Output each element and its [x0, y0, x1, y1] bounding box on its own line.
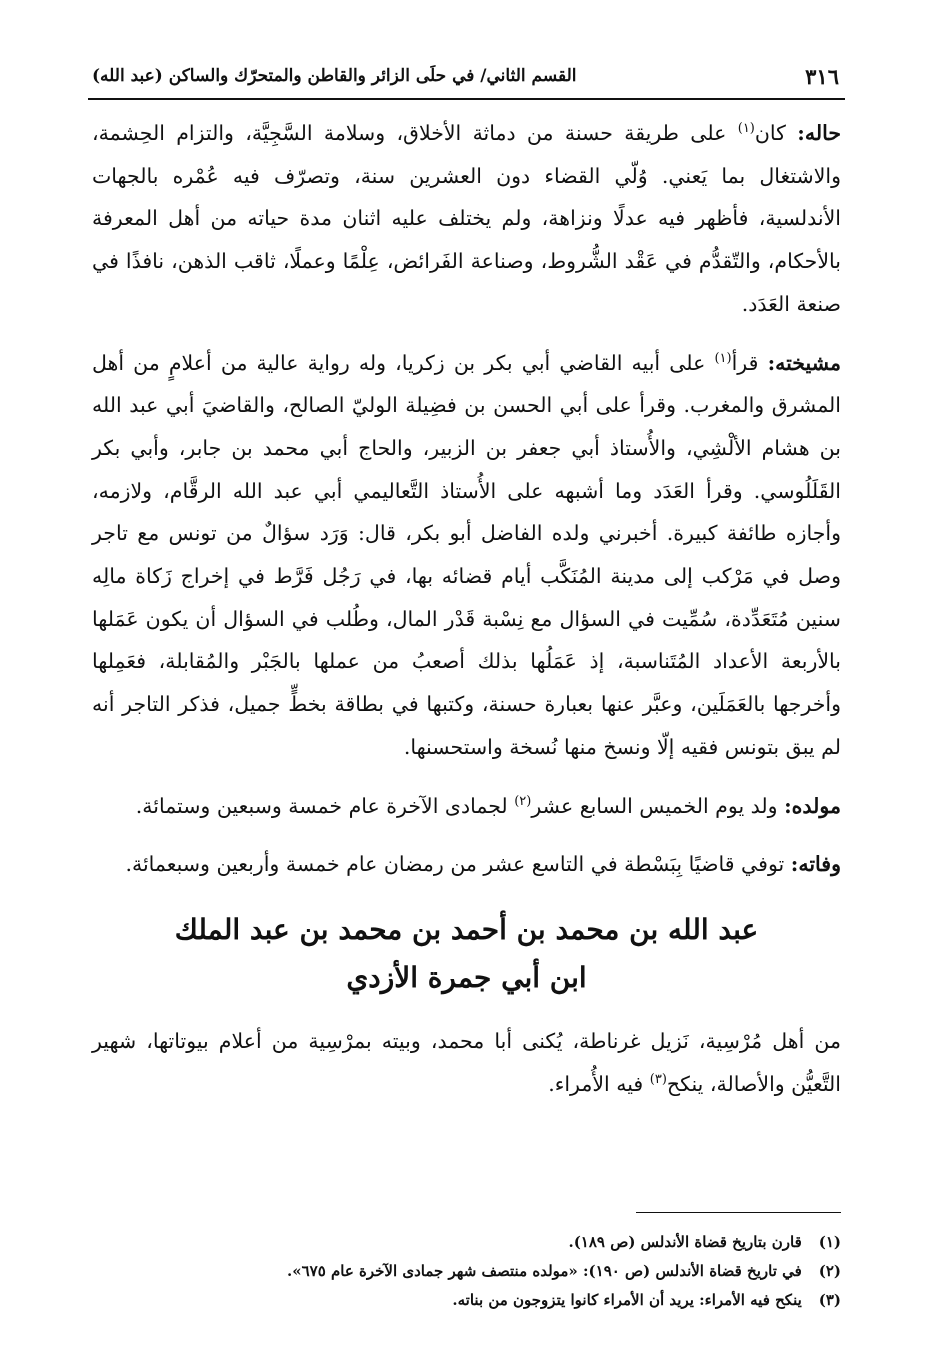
- footnote-ref: (١): [714, 350, 732, 366]
- biography-intro: [92, 1020, 841, 1105]
- running-title: القسم الثاني/ في حلَى الزائر والقاطن والمتحرّك والساكن (عبد الله): [92, 66, 577, 86]
- footnote-text: قارن بتاريخ قضاة الأندلس (ص ١٨٩).: [568, 1233, 802, 1251]
- section-label: مولده:: [784, 793, 841, 818]
- section-text: على طريقة حسنة من دماثة الأخلاق، وسلامة السَّجِيَّة، والتزام الحِشمة، والاشتغال بما يَعني. وُلّي القضاء دون العشرين سنة، وتصرّف فيه عُمْره بالجهات الأندلسية، فأظهر فيه عدلًا ونزاهة، ولم يختلف عليه اثنان مدة حياته من أهل المعرفة بالأحكام، والتّقدُّم في عَقْد الشُّروط، وصناعة الفَرائض، عِلْمًا وعملًا، ثاقب الذهن، نافذًا في صنعة العَدَد.: [92, 121, 841, 316]
- section-label: مشيخته:: [767, 350, 841, 375]
- footnote-ref: (٢): [514, 793, 532, 809]
- section-birth: [92, 785, 841, 828]
- section-lead: توفي قاضيًا بِبَسْطة في التاسع عشر من رمضان عام خمسة وأربعين وسبعمائة.: [125, 852, 785, 877]
- footnote-text: في تاريخ قضاة الأندلس (ص ١٩٠): «مولده منتصف شهر جمادى الآخرة عام ٦٧٥».: [286, 1262, 802, 1280]
- footnote: [92, 1228, 841, 1257]
- section-lead: ولد يوم الخميس السابع عشر: [531, 793, 778, 818]
- footnote-text: ينكح فيه الأمراء: يريد أن الأمراء كانوا يتزوجون من بناته.: [452, 1291, 802, 1309]
- section-label: وفاته:: [790, 852, 841, 877]
- biography-title-line: عبد الله بن محمد بن أحمد بن محمد بن عبد الملك: [174, 912, 759, 946]
- section-death: [92, 843, 841, 886]
- footnote: [92, 1286, 841, 1315]
- footnote-ref: (١): [737, 121, 755, 137]
- intro-text: فيه الأُمراء.: [548, 1071, 644, 1096]
- main-text: [92, 112, 841, 1121]
- footnotes: [92, 1228, 841, 1315]
- biography-title-line: ابن أبي جمرة الأزدي: [346, 960, 587, 994]
- section-lead: كان: [754, 121, 786, 145]
- section-label: حاله:: [797, 121, 841, 145]
- section-condition: [92, 112, 841, 326]
- section-text: لجمادى الآخرة عام خمسة وسبعين وستمائة.: [135, 793, 508, 818]
- footnote-number: (٣): [818, 1291, 841, 1309]
- footnote-divider: [636, 1212, 841, 1213]
- intro-lead: من أهل مُرْسِية، نَزيل غرناطة، يُكنى أبا محمد، وبيته بمرْسِية من أعلام بيوتاتها، شهير التَّعيُّن والأصالة، ينكح: [92, 1028, 841, 1096]
- biography-title: [92, 906, 841, 1002]
- footnote-ref: (٣): [649, 1071, 667, 1087]
- section-text: على أبيه القاضي أبي بكر بن زكريا، وله رواية عالية من أعلامٍ من أهل المشرق والمغرب. وقرأ على أبي الحسن بن فضِيلة الوليّ الصالح، والقاضيَ أبي عبد الله بن هشام الألْشِي، والأُستاذ أبي جعفر بن الزبير، والحاج أبي محمد بن جابر، وأبي بكر القَلَلُوسي. وقرأ العَدَد وما أشبهه على الأُستاذ التَّعاليمي أبي عبد الله الرقَّام، ولازمه، وأجازه طائفة كبيرة. أخبرني ولده الفاضل أبو بكر، قال: وَرَد سؤالٌ من تونس مع تاجر وصل في مَرْكب إلى مدينة المُنَكَّب أيام قضائه بها، في رَجُل فَرَّط في إخراج زَكاة مالِه سنين مُتَعَدِّدة، سُمِّيت في السؤال مع نِسْبة قَدْر المال، وطُلب في السؤال أن يكون عَمَلها بالأربعة الأعداد المُتَناسبة، إذ عَمَلُها بذلك أصعبُ من عملها بالجَبْر والمُقابلة، فعَمِلها وأخرجها بالعَمَلَين، وعبَّر عنها بعبارة حسنة، وكتبها في بطاقة بخطٍّ جميل، فذكر التاجر أنه لم يبق بتونس فقيه إلّا ونسخ منها نُسخة واستحسنها.: [92, 350, 841, 759]
- footnote: [92, 1257, 841, 1286]
- footnote-number: (٢): [818, 1262, 841, 1280]
- footnote-number: (١): [818, 1233, 841, 1251]
- section-lead: قرأ: [731, 350, 759, 375]
- running-header: [88, 62, 845, 100]
- page-number: ٣١٦: [805, 64, 839, 89]
- section-teachers: [92, 342, 841, 769]
